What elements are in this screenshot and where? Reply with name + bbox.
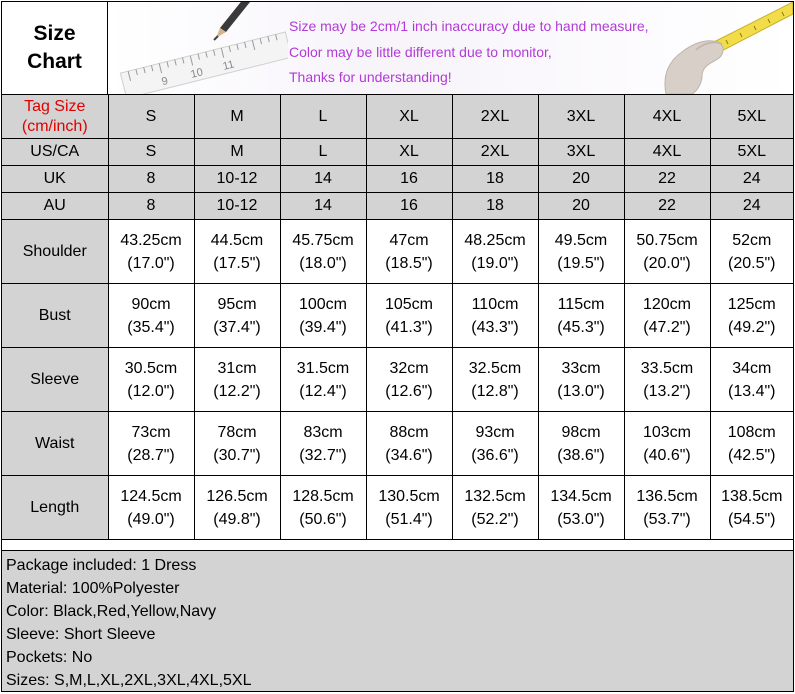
measure-cm: 50.75cm — [636, 231, 698, 249]
measure-cell — [624, 412, 710, 476]
measurement-notes — [289, 14, 649, 91]
measure-cell — [280, 220, 366, 284]
measure-inch: (38.6") — [557, 446, 605, 464]
size-chart — [1, 1, 794, 692]
measure-cm: 32.5cm — [468, 359, 522, 377]
measurement-banner — [108, 2, 793, 95]
measure-row-waist — [2, 412, 793, 476]
measure-inch: (12.8") — [471, 382, 519, 400]
measure-cm: 31.5cm — [296, 359, 350, 377]
measure-cm: 78cm — [217, 423, 257, 441]
measure-cm: 34cm — [732, 359, 772, 377]
ruler-number-11: 11 — [221, 58, 236, 73]
measure-cell — [194, 348, 280, 412]
measure-cell — [366, 348, 452, 412]
measure-inch: (19.5") — [557, 254, 605, 272]
size-header: S — [108, 95, 194, 139]
region-value: L — [280, 139, 366, 166]
measure-inch: (34.6") — [385, 446, 433, 464]
measure-cell — [452, 412, 538, 476]
measure-cm: 103cm — [642, 423, 692, 441]
title-line-1: Size — [33, 22, 76, 45]
measure-cell — [280, 412, 366, 476]
note-color: Color may be little different due to monitor, — [289, 43, 552, 60]
info-sleeve: Sleeve: Short Sleeve — [6, 626, 156, 643]
measure-cell — [108, 412, 194, 476]
measure-inch: (45.3") — [557, 318, 605, 336]
region-label: UK — [2, 166, 108, 193]
measure-inch: (47.2") — [643, 318, 691, 336]
measure-cm: 108cm — [727, 423, 776, 441]
measure-cell — [108, 284, 194, 348]
measure-cm: 100cm — [298, 295, 348, 313]
measure-cm: 49.5cm — [554, 231, 608, 249]
measure-cm: 128.5cm — [292, 487, 354, 505]
size-header: 4XL — [624, 95, 710, 139]
region-value: 24 — [710, 166, 793, 193]
measure-cell — [624, 348, 710, 412]
measure-inch: (54.5") — [728, 510, 776, 528]
note-accuracy: Size may be 2cm/1 inch inaccuracy due to hand measure, — [289, 18, 649, 34]
region-row-us-ca — [2, 139, 793, 166]
measure-label: Bust — [2, 284, 108, 348]
measure-label: Shoulder — [2, 220, 108, 284]
region-value: 22 — [624, 193, 710, 220]
measure-inch: (37.4") — [213, 318, 261, 336]
measure-cm: 88cm — [389, 423, 429, 441]
region-value: 22 — [624, 166, 710, 193]
tag-size-label: Tag Size — [24, 97, 86, 115]
measure-cm: 126.5cm — [206, 487, 268, 505]
measure-inch: (13.0") — [557, 382, 605, 400]
note-thanks: Thanks for understanding! — [289, 69, 452, 85]
measure-cell — [452, 476, 538, 540]
measure-inch: (18.5") — [385, 254, 433, 272]
region-label: AU — [2, 193, 108, 220]
size-table — [2, 95, 793, 540]
measure-cell — [538, 284, 624, 348]
measure-inch: (35.4") — [127, 318, 175, 336]
size-header: 2XL — [452, 95, 538, 139]
measure-inch: (20.0") — [643, 254, 691, 272]
region-row-uk — [2, 166, 793, 193]
region-value: 5XL — [710, 139, 793, 166]
region-value: 20 — [538, 166, 624, 193]
region-value: M — [194, 139, 280, 166]
measure-inch: (17.5") — [213, 254, 261, 272]
info-material: Material: 100%Polyester — [6, 580, 180, 597]
measure-cell — [194, 220, 280, 284]
hand-tape-measure-icon — [636, 2, 793, 94]
tag-size-label-cell — [2, 95, 108, 139]
measure-row-length — [2, 476, 793, 540]
measure-cm: 125cm — [727, 295, 776, 313]
measure-cell — [452, 348, 538, 412]
region-value: 16 — [366, 166, 452, 193]
measure-inch: (17.0") — [127, 254, 175, 272]
measure-cm: 95cm — [217, 295, 257, 313]
measure-cm: 136.5cm — [636, 487, 698, 505]
measure-cm: 130.5cm — [378, 487, 440, 505]
region-row-au — [2, 193, 793, 220]
measure-cm: 105cm — [384, 295, 434, 313]
region-value: 24 — [710, 193, 793, 220]
ruler-number-10: 10 — [189, 66, 205, 81]
size-header: L — [280, 95, 366, 139]
measure-inch: (12.6") — [385, 382, 433, 400]
measure-cm: 115cm — [557, 295, 605, 313]
measure-cell — [624, 284, 710, 348]
measure-row-bust — [2, 284, 793, 348]
region-value: 16 — [366, 193, 452, 220]
size-header: XL — [366, 95, 452, 139]
measure-inch: (12.4") — [299, 382, 347, 400]
measure-cm: 31cm — [217, 359, 257, 377]
measure-cm: 32cm — [389, 359, 429, 377]
ruler-number-9: 9 — [160, 75, 170, 89]
measure-cm: 132.5cm — [464, 487, 526, 505]
measure-inch: (50.6") — [299, 510, 347, 528]
measure-cell — [624, 476, 710, 540]
tag-size-unit-label: (cm/inch) — [21, 117, 88, 135]
measure-cell — [538, 348, 624, 412]
measure-inch: (43.3") — [471, 318, 519, 336]
measure-cell — [452, 220, 538, 284]
measure-cell — [538, 476, 624, 540]
measure-inch: (41.3") — [385, 318, 433, 336]
region-label: US/CA — [2, 139, 108, 166]
measure-cell — [366, 220, 452, 284]
size-header: 3XL — [538, 95, 624, 139]
measure-inch: (19.0") — [471, 254, 519, 272]
measure-cell — [108, 220, 194, 284]
title-line-2: Chart — [27, 50, 82, 73]
region-value: 3XL — [538, 139, 624, 166]
info-sizes: Sizes: S,M,L,XL,2XL,3XL,4XL,5XL — [6, 672, 252, 689]
measure-cm: 33.5cm — [640, 359, 694, 377]
region-value: 20 — [538, 193, 624, 220]
region-value: 10-12 — [194, 193, 280, 220]
measure-inch: (49.8") — [213, 510, 261, 528]
measure-cm: 134.5cm — [550, 487, 612, 505]
measure-cell — [194, 412, 280, 476]
measure-cell — [280, 476, 366, 540]
region-value: 10-12 — [194, 166, 280, 193]
measure-cm: 45.75cm — [292, 231, 354, 249]
measure-cell — [538, 412, 624, 476]
measure-label: Sleeve — [2, 348, 108, 412]
measure-cm: 110cm — [471, 295, 519, 313]
measure-inch: (49.2") — [728, 318, 776, 336]
measure-label: Waist — [2, 412, 108, 476]
measure-row-sleeve — [2, 348, 793, 412]
region-value: 18 — [452, 166, 538, 193]
measure-inch: (12.2") — [213, 382, 261, 400]
measure-cell — [194, 476, 280, 540]
measure-cm: 48.25cm — [464, 231, 526, 249]
measure-cell — [710, 476, 793, 540]
measure-inch: (30.7") — [213, 446, 261, 464]
size-chart-title — [2, 2, 108, 95]
measure-cell — [108, 348, 194, 412]
measure-inch: (51.4") — [385, 510, 433, 528]
measure-row-shoulder — [2, 220, 793, 284]
region-value: 8 — [108, 166, 194, 193]
measure-inch: (36.6") — [471, 446, 519, 464]
size-header: M — [194, 95, 280, 139]
region-value: XL — [366, 139, 452, 166]
measure-cell — [710, 412, 793, 476]
measure-inch: (13.4") — [728, 382, 776, 400]
size-header: 5XL — [710, 95, 793, 139]
region-value: 14 — [280, 166, 366, 193]
measure-inch: (52.2") — [471, 510, 519, 528]
measure-cm: 93cm — [475, 423, 515, 441]
measure-cm: 30.5cm — [124, 359, 178, 377]
measure-cm: 90cm — [131, 295, 171, 313]
measure-label: Length — [2, 476, 108, 540]
pencil-ruler-icon — [108, 2, 288, 94]
measure-cell — [710, 348, 793, 412]
measure-cm: 43.25cm — [120, 231, 182, 249]
measure-cell — [194, 284, 280, 348]
region-value: 2XL — [452, 139, 538, 166]
region-value: S — [108, 139, 194, 166]
measure-cell — [624, 220, 710, 284]
measure-cm: 120cm — [642, 295, 692, 313]
measure-inch: (42.5") — [728, 446, 776, 464]
region-value: 8 — [108, 193, 194, 220]
measure-cm: 47cm — [389, 231, 429, 249]
measure-cm: 98cm — [561, 423, 601, 441]
measure-cell — [280, 284, 366, 348]
measure-inch: (40.6") — [643, 446, 691, 464]
region-value: 18 — [452, 193, 538, 220]
measure-cm: 73cm — [131, 423, 171, 441]
measure-inch: (53.0") — [557, 510, 605, 528]
info-color: Color: Black,Red,Yellow,Navy — [6, 603, 217, 620]
measure-cell — [366, 412, 452, 476]
measure-cm: 124.5cm — [120, 487, 182, 505]
measure-inch: (28.7") — [127, 446, 175, 464]
measure-cell — [280, 348, 366, 412]
measure-cell — [710, 220, 793, 284]
measure-cell — [710, 284, 793, 348]
region-value: 4XL — [624, 139, 710, 166]
measure-inch: (20.5") — [728, 254, 776, 272]
measure-inch: (18.0") — [299, 254, 347, 272]
measure-inch: (13.2") — [643, 382, 691, 400]
measure-cm: 52cm — [732, 231, 772, 249]
measure-cell — [366, 476, 452, 540]
measure-cell — [366, 284, 452, 348]
measure-cm: 83cm — [303, 423, 343, 441]
product-info — [2, 550, 793, 691]
measure-inch: (39.4") — [299, 318, 347, 336]
measure-cell — [538, 220, 624, 284]
measure-cm: 138.5cm — [721, 487, 783, 505]
measure-inch: (32.7") — [299, 446, 347, 464]
measure-cm: 33cm — [561, 359, 601, 377]
info-package: Package included: 1 Dress — [6, 557, 197, 574]
measure-inch: (12.0") — [127, 382, 175, 400]
tag-size-row — [2, 95, 793, 139]
region-value: 14 — [280, 193, 366, 220]
measure-cell — [108, 476, 194, 540]
measure-cm: 44.5cm — [210, 231, 264, 249]
measure-cell — [452, 284, 538, 348]
measure-inch: (49.0") — [127, 510, 175, 528]
info-pockets: Pockets: No — [6, 649, 93, 666]
measure-inch: (53.7") — [643, 510, 691, 528]
